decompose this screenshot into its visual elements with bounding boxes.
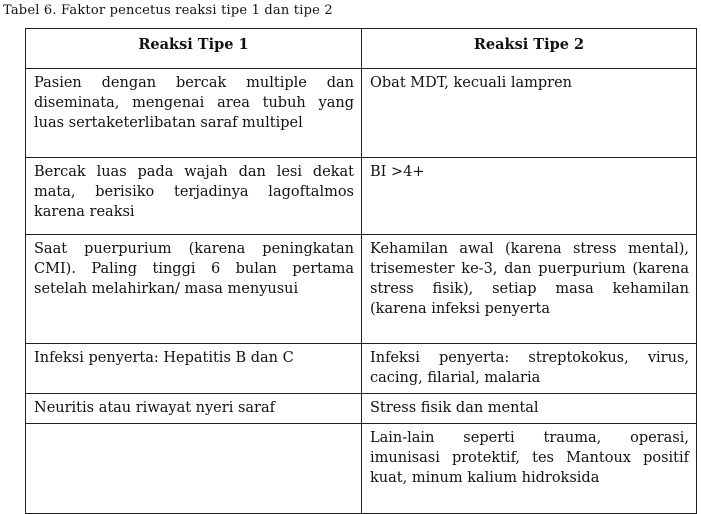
table-row [26,394,697,424]
cell-tipe-2: Kehamilan awal (karena stress mental), trisemester ke-3, dan puerpurium (karena stress fisik), setiap masa kehamilan (karena infeksi penyerta [362,235,697,344]
cell-tipe-1: Pasien dengan bercak multiple dan diseminata, mengenai area tubuh yang luas sertaketerlibatan saraf multipel [26,69,362,158]
cell-tipe-1: Infeksi penyerta: Hepatitis B dan C [26,344,362,394]
table-row [26,344,697,394]
cell-tipe-1: Bercak luas pada wajah dan lesi dekat mata, berisiko terjadinya lagoftalmos karena reaksi [26,158,362,235]
header-reaksi-tipe-2: Reaksi Tipe 2 [362,29,697,69]
trigger-factors-table [25,28,697,514]
table-row [26,158,697,235]
table-row [26,69,697,158]
cell-tipe-2: BI >4+ [362,158,697,235]
cell-tipe-1: Saat puerpurium (karena peningkatan CMI). Paling tinggi 6 bulan pertama setelah melahirkan/ masa menyusui [26,235,362,344]
table-caption: Tabel 6. Faktor pencetus reaksi tipe 1 dan tipe 2 [3,3,333,18]
cell-tipe-2: Obat MDT, kecuali lampren [362,69,697,158]
header-reaksi-tipe-1: Reaksi Tipe 1 [26,29,362,69]
table-row [26,235,697,344]
cell-tipe-2: Lain-lain seperti trauma, operasi, imunisasi protektif, tes Mantoux positif kuat, minum kalium hidroksida [362,424,697,514]
cell-tipe-2: Stress fisik dan mental [362,394,697,424]
cell-tipe-1-empty [26,424,362,514]
table-header-row [26,29,697,69]
table-row [26,424,697,514]
cell-tipe-2: Infeksi penyerta: streptokokus, virus, cacing, filarial, malaria [362,344,697,394]
cell-tipe-1: Neuritis atau riwayat nyeri saraf [26,394,362,424]
